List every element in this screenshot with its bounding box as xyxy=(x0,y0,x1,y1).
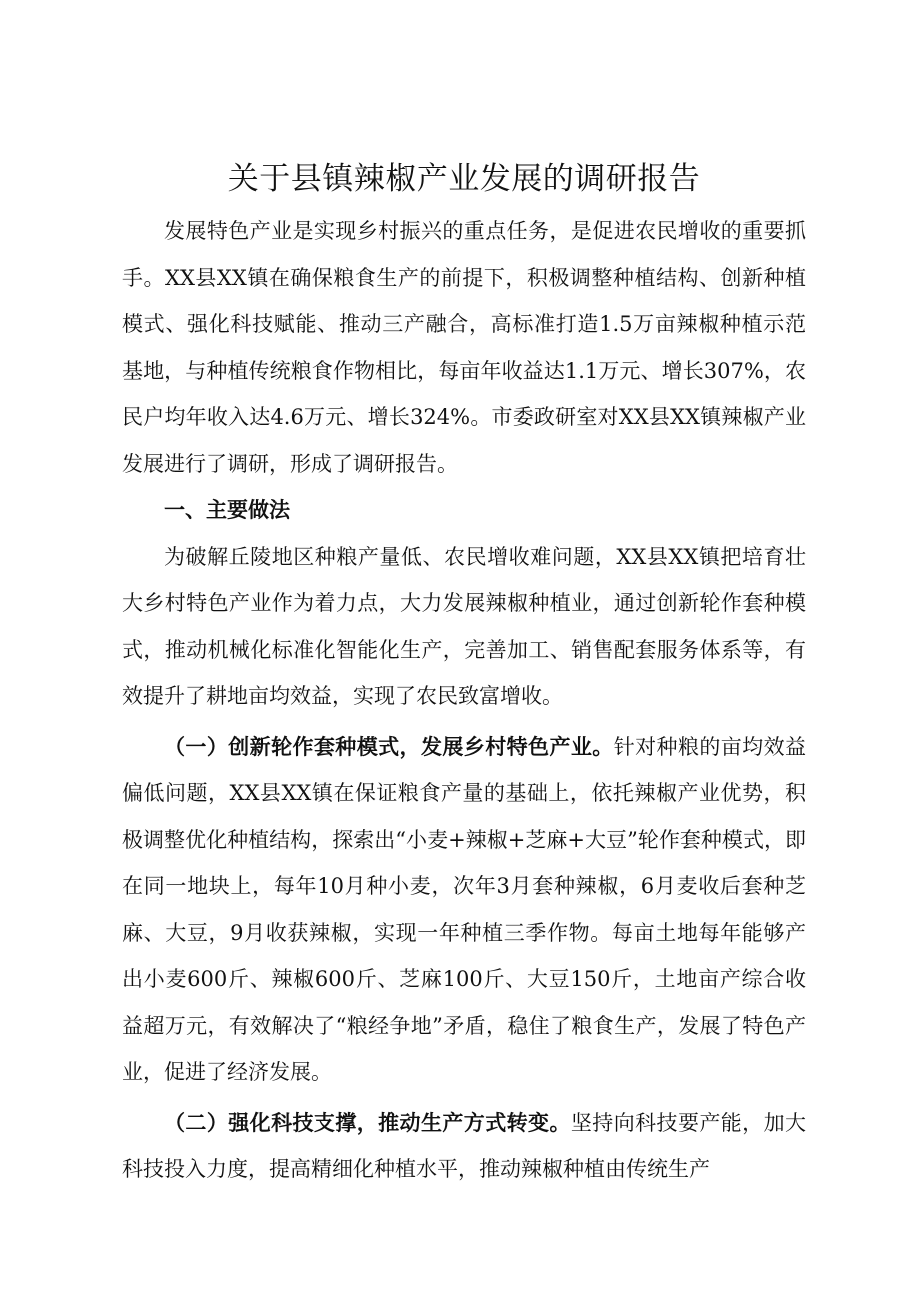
item1-paragraph xyxy=(122,724,806,1096)
document-page xyxy=(122,150,806,1193)
section1-intro-paragraph: 为破解丘陵地区种粮产量低、农民增收难问题，XX县XX镇把培育壮大乡村特色产业作为着力点，大力发展辣椒种植业，通过创新轮作套种模式，推动机械化标准化智能化生产，完善加工、销售配套服务体系等，有效提升了耕地亩均效益，实现了农民致富增收。 xyxy=(122,544,806,708)
item1-body: 针对种粮的亩均效益偏低问题，XX县XX镇在保证粮食产量的基础上，依托辣椒产业优势，积极调整优化种植结构，探索出“小麦+辣椒+芝麻+大豆”轮作套种模式，即在同一地块上，每年10月种小麦，次年3月套种辣椒，6月麦收后套种芝麻、大豆，9月收获辣椒，实现一年种植三季作物。每亩土地每年能够产出小麦600斤、辣椒600斤、芝麻100斤、大豆150斤，土地亩产综合收益超万元，有效解决了“粮经争地”矛盾，稳住了粮食生产，发展了特色产业，促进了经济发展。 xyxy=(122,734,807,1084)
item1-lead: （一）创新轮作套种模式，发展乡村特色产业。 xyxy=(164,734,614,759)
item2-lead: （二）强化科技支撑，推动生产方式转变。 xyxy=(164,1110,571,1135)
item2-paragraph xyxy=(122,1100,806,1193)
item2-body: 坚持向科技要产能，加大科技投入力度，提高精细化种植水平，推动辣椒种植由传统生产 xyxy=(122,1110,807,1181)
section-heading-main-practices: 一、主要做法 xyxy=(164,498,290,522)
intro-paragraph: 发展特色产业是实现乡村振兴的重点任务，是促进农民增收的重要抓手。XX县XX镇在确保粮食生产的前提下，积极调整种植结构、创新种植模式、强化科技赋能、推动三产融合，高标准打造1.5万亩辣椒种植示范基地，与种植传统粮食作物相比，每亩年收益达1.1万元、增长307%，农民户均年收入达4.6万元、增长324%。市委政研室对XX县XX镇辣椒产业发展进行了调研，形成了调研报告。 xyxy=(122,219,806,476)
document-title: 关于县镇辣椒产业发展的调研报告 xyxy=(227,161,701,197)
